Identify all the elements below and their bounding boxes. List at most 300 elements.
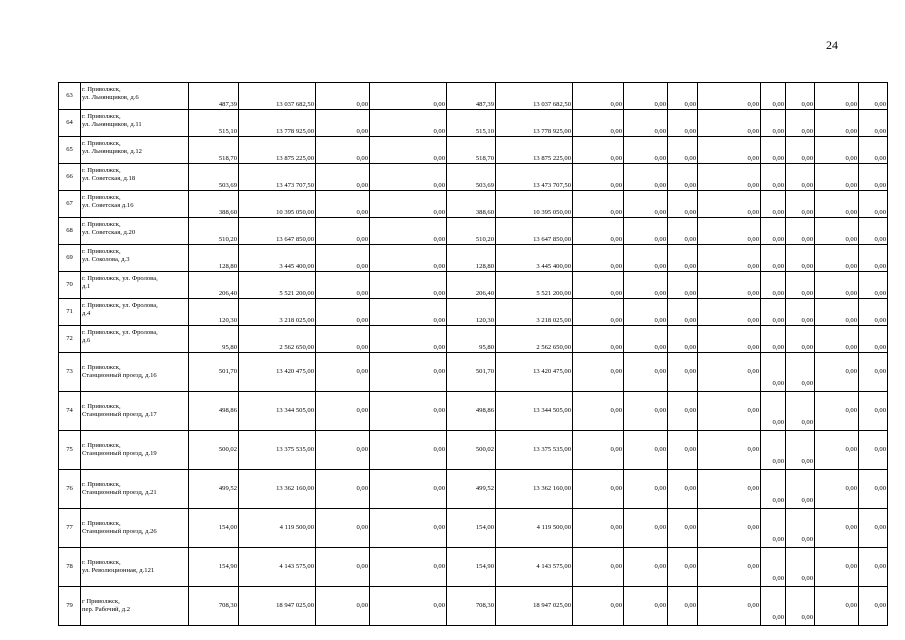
value-cell: 0,00: [859, 353, 888, 392]
value-cell: 0,00: [573, 509, 624, 548]
value-cell: 0,00: [316, 110, 370, 137]
value-cell: 388,60: [447, 191, 496, 218]
value-cell: 13 875 225,00: [239, 137, 316, 164]
value-cell: 0,00: [316, 191, 370, 218]
value-cell: 0,00: [370, 83, 447, 110]
value-cell: 0,00: [761, 218, 786, 245]
row-number: 79: [59, 587, 81, 626]
value-cell: 0,00: [815, 353, 859, 392]
table-row: [59, 191, 888, 218]
address-line: пер. Рабочий, д.2: [82, 606, 131, 613]
value-cell: 0,00: [624, 191, 668, 218]
value-cell: 0,00: [859, 137, 888, 164]
value-cell: 18 947 025,00: [496, 587, 573, 626]
value-cell: 0,00: [761, 326, 786, 353]
value-cell: 500,02: [189, 431, 239, 470]
table-row: [59, 110, 888, 137]
value-cell: 13 375 535,00: [496, 431, 573, 470]
value-cell: 0,00: [815, 431, 859, 470]
value-cell: 0,00: [786, 218, 815, 245]
row-number: 70: [59, 272, 81, 299]
value-cell: 0,00: [815, 191, 859, 218]
value-cell: 0,00: [316, 164, 370, 191]
row-number: 74: [59, 392, 81, 431]
value-cell: 0,00: [761, 191, 786, 218]
value-cell: 499,52: [189, 470, 239, 509]
value-cell: 0,00: [316, 431, 370, 470]
value-cell: 0,00: [859, 164, 888, 191]
value-cell: 0,00: [786, 548, 815, 587]
value-cell: 0,00: [698, 83, 761, 110]
value-cell: 4 119 500,00: [496, 509, 573, 548]
value-cell: 0,00: [624, 431, 668, 470]
address-cell: [81, 353, 189, 392]
address-line: г. Приволжск,: [82, 194, 121, 201]
value-cell: 0,00: [573, 431, 624, 470]
row-number: 68: [59, 218, 81, 245]
row-number: 63: [59, 83, 81, 110]
value-cell: 10 395 050,00: [239, 191, 316, 218]
value-cell: 0,00: [624, 587, 668, 626]
value-cell: 0,00: [573, 191, 624, 218]
value-cell: 13 362 160,00: [239, 470, 316, 509]
address-line: ул. Льнянщиков, д.6: [82, 94, 139, 101]
value-cell: 0,00: [859, 83, 888, 110]
value-cell: 3 218 025,00: [496, 299, 573, 326]
value-cell: 206,40: [447, 272, 496, 299]
table-row: [59, 431, 888, 470]
row-number: 65: [59, 137, 81, 164]
table-row: [59, 353, 888, 392]
table-row: [59, 245, 888, 272]
value-cell: 0,00: [573, 164, 624, 191]
value-cell: 0,00: [761, 509, 786, 548]
address-line: ул. Советская, д.18: [82, 175, 136, 182]
value-cell: 0,00: [668, 164, 698, 191]
value-cell: 0,00: [624, 470, 668, 509]
value-cell: 95,80: [447, 326, 496, 353]
address-cell: [81, 587, 189, 626]
value-cell: 0,00: [815, 326, 859, 353]
value-cell: 0,00: [786, 83, 815, 110]
address-line: г. Приволжск, ул. Фролова,: [82, 329, 158, 336]
value-cell: 0,00: [370, 392, 447, 431]
value-cell: 0,00: [316, 509, 370, 548]
value-cell: 0,00: [316, 392, 370, 431]
address-line: г. Приволжск,: [82, 167, 121, 174]
value-cell: 120,30: [447, 299, 496, 326]
value-cell: 0,00: [668, 431, 698, 470]
value-cell: 0,00: [859, 191, 888, 218]
value-cell: 13 778 925,00: [496, 110, 573, 137]
table-row: [59, 218, 888, 245]
value-cell: 0,00: [761, 164, 786, 191]
value-cell: 13 037 682,50: [496, 83, 573, 110]
value-cell: 0,00: [698, 299, 761, 326]
value-cell: 13 647 850,00: [496, 218, 573, 245]
value-cell: 501,70: [447, 353, 496, 392]
address-line: ул. Советская д.16: [82, 202, 134, 209]
value-cell: 0,00: [761, 299, 786, 326]
address-line: г. Приволжск,: [82, 481, 121, 488]
address-cell: [81, 218, 189, 245]
value-cell: 0,00: [668, 392, 698, 431]
address-cell: [81, 509, 189, 548]
value-cell: 0,00: [761, 431, 786, 470]
value-cell: 503,69: [447, 164, 496, 191]
address-cell: [81, 245, 189, 272]
value-cell: 0,00: [815, 137, 859, 164]
value-cell: 0,00: [786, 299, 815, 326]
value-cell: 0,00: [370, 299, 447, 326]
value-cell: 0,00: [624, 509, 668, 548]
value-cell: 0,00: [316, 548, 370, 587]
value-cell: 0,00: [698, 137, 761, 164]
address-cell: [81, 137, 189, 164]
address-line: г Приволжск,: [82, 598, 120, 605]
value-cell: 3 445 400,00: [239, 245, 316, 272]
table-row: [59, 137, 888, 164]
value-cell: 13 420 475,00: [239, 353, 316, 392]
address-line: г. Приволжск,: [82, 364, 121, 371]
value-cell: 0,00: [668, 326, 698, 353]
address-line: Станционный проезд, д.21: [82, 489, 157, 496]
value-cell: 0,00: [316, 272, 370, 299]
value-cell: 501,70: [189, 353, 239, 392]
value-cell: 0,00: [815, 245, 859, 272]
row-number: 77: [59, 509, 81, 548]
value-cell: 18 947 025,00: [239, 587, 316, 626]
address-line: д.6: [82, 337, 91, 344]
value-cell: 0,00: [815, 110, 859, 137]
value-cell: 0,00: [761, 83, 786, 110]
value-cell: 128,80: [189, 245, 239, 272]
value-cell: 0,00: [668, 245, 698, 272]
address-line: ул. Советская, д.20: [82, 229, 136, 236]
value-cell: 0,00: [316, 470, 370, 509]
value-cell: 0,00: [668, 587, 698, 626]
value-cell: 0,00: [668, 470, 698, 509]
value-cell: 0,00: [624, 83, 668, 110]
value-cell: 13 473 707,50: [496, 164, 573, 191]
value-cell: 0,00: [761, 353, 786, 392]
value-cell: 128,80: [447, 245, 496, 272]
value-cell: 0,00: [859, 326, 888, 353]
address-line: г. Приволжск,: [82, 113, 121, 120]
value-cell: 0,00: [859, 548, 888, 587]
value-cell: 0,00: [573, 587, 624, 626]
value-cell: 0,00: [668, 299, 698, 326]
value-cell: 0,00: [573, 326, 624, 353]
value-cell: 0,00: [761, 137, 786, 164]
value-cell: 0,00: [370, 353, 447, 392]
value-cell: 0,00: [316, 83, 370, 110]
value-cell: 0,00: [786, 431, 815, 470]
value-cell: 0,00: [668, 191, 698, 218]
value-cell: 0,00: [786, 509, 815, 548]
value-cell: 154,90: [447, 548, 496, 587]
value-cell: 0,00: [761, 272, 786, 299]
value-cell: 0,00: [815, 218, 859, 245]
value-cell: 13 362 160,00: [496, 470, 573, 509]
value-cell: 0,00: [370, 245, 447, 272]
value-cell: 0,00: [573, 245, 624, 272]
value-cell: 0,00: [698, 272, 761, 299]
address-cell: [81, 83, 189, 110]
value-cell: 0,00: [698, 110, 761, 137]
value-cell: 0,00: [698, 548, 761, 587]
value-cell: 0,00: [761, 587, 786, 626]
value-cell: 13 875 225,00: [496, 137, 573, 164]
value-cell: 499,52: [447, 470, 496, 509]
value-cell: 0,00: [624, 137, 668, 164]
value-cell: 0,00: [786, 272, 815, 299]
value-cell: 0,00: [370, 431, 447, 470]
address-line: Станционный проезд, д.26: [82, 528, 157, 535]
value-cell: 0,00: [624, 245, 668, 272]
value-cell: 0,00: [624, 110, 668, 137]
value-cell: 0,00: [859, 392, 888, 431]
housing-table: [58, 82, 888, 626]
value-cell: 0,00: [573, 548, 624, 587]
value-cell: 0,00: [370, 272, 447, 299]
value-cell: 5 521 200,00: [496, 272, 573, 299]
address-cell: [81, 191, 189, 218]
value-cell: 0,00: [698, 431, 761, 470]
row-number: 78: [59, 548, 81, 587]
value-cell: 0,00: [370, 191, 447, 218]
value-cell: 0,00: [698, 326, 761, 353]
value-cell: 13 473 707,50: [239, 164, 316, 191]
value-cell: 0,00: [698, 191, 761, 218]
value-cell: 0,00: [698, 509, 761, 548]
row-number: 64: [59, 110, 81, 137]
value-cell: 0,00: [859, 587, 888, 626]
row-number: 66: [59, 164, 81, 191]
value-cell: 0,00: [698, 392, 761, 431]
address-cell: [81, 470, 189, 509]
value-cell: 0,00: [815, 587, 859, 626]
value-cell: 518,70: [189, 137, 239, 164]
value-cell: 0,00: [786, 110, 815, 137]
table-row: [59, 299, 888, 326]
value-cell: 0,00: [573, 470, 624, 509]
table-row: [59, 272, 888, 299]
address-line: Станционный проезд, д.17: [82, 411, 157, 418]
value-cell: 0,00: [761, 110, 786, 137]
address-line: г. Приволжск, ул. Фролова,: [82, 302, 158, 309]
value-cell: 10 395 050,00: [496, 191, 573, 218]
value-cell: 0,00: [786, 470, 815, 509]
value-cell: 0,00: [698, 587, 761, 626]
value-cell: 0,00: [370, 164, 447, 191]
table-row: [59, 509, 888, 548]
value-cell: 0,00: [316, 245, 370, 272]
address-line: Станционный проезд, д.19: [82, 450, 157, 457]
address-line: г. Приволжск,: [82, 520, 121, 527]
value-cell: 2 562 650,00: [496, 326, 573, 353]
value-cell: 0,00: [786, 392, 815, 431]
value-cell: 0,00: [859, 218, 888, 245]
value-cell: 515,10: [189, 110, 239, 137]
value-cell: 0,00: [815, 164, 859, 191]
row-number: 69: [59, 245, 81, 272]
table-row: [59, 326, 888, 353]
row-number: 71: [59, 299, 81, 326]
value-cell: 0,00: [786, 353, 815, 392]
value-cell: 0,00: [370, 548, 447, 587]
value-cell: 0,00: [573, 353, 624, 392]
value-cell: 0,00: [668, 353, 698, 392]
address-cell: [81, 272, 189, 299]
value-cell: 0,00: [624, 218, 668, 245]
value-cell: 0,00: [761, 548, 786, 587]
row-number: 76: [59, 470, 81, 509]
value-cell: 0,00: [786, 245, 815, 272]
value-cell: 0,00: [761, 245, 786, 272]
value-cell: 0,00: [624, 548, 668, 587]
value-cell: 0,00: [815, 392, 859, 431]
value-cell: 0,00: [370, 110, 447, 137]
value-cell: 708,30: [189, 587, 239, 626]
value-cell: 487,39: [189, 83, 239, 110]
value-cell: 0,00: [370, 509, 447, 548]
value-cell: 0,00: [859, 110, 888, 137]
value-cell: 0,00: [573, 137, 624, 164]
address-line: г. Приволжск,: [82, 140, 121, 147]
value-cell: 510,20: [189, 218, 239, 245]
value-cell: 503,69: [189, 164, 239, 191]
value-cell: 0,00: [624, 299, 668, 326]
value-cell: 154,00: [189, 509, 239, 548]
value-cell: 154,90: [189, 548, 239, 587]
table-row: [59, 548, 888, 587]
value-cell: 4 119 500,00: [239, 509, 316, 548]
address-cell: [81, 164, 189, 191]
value-cell: 0,00: [624, 353, 668, 392]
value-cell: 388,60: [189, 191, 239, 218]
address-cell: [81, 431, 189, 470]
value-cell: 498,86: [189, 392, 239, 431]
value-cell: 0,00: [698, 164, 761, 191]
value-cell: 0,00: [815, 548, 859, 587]
value-cell: 518,70: [447, 137, 496, 164]
value-cell: 0,00: [573, 392, 624, 431]
value-cell: 0,00: [316, 137, 370, 164]
address-line: г. Приволжск,: [82, 442, 121, 449]
value-cell: 4 143 575,00: [239, 548, 316, 587]
value-cell: 0,00: [316, 353, 370, 392]
value-cell: 0,00: [668, 272, 698, 299]
row-number: 72: [59, 326, 81, 353]
address-line: г. Приволжск, ул. Фролова,: [82, 275, 158, 282]
value-cell: 0,00: [624, 326, 668, 353]
address-line: г. Приволжск,: [82, 221, 121, 228]
row-number: 75: [59, 431, 81, 470]
value-cell: 0,00: [370, 218, 447, 245]
value-cell: 0,00: [668, 548, 698, 587]
address-line: Станционный проезд, д.16: [82, 372, 157, 379]
table-row: [59, 164, 888, 191]
value-cell: 0,00: [624, 272, 668, 299]
value-cell: 13 344 505,00: [239, 392, 316, 431]
address-line: г. Приволжск,: [82, 248, 121, 255]
value-cell: 0,00: [786, 164, 815, 191]
value-cell: 5 521 200,00: [239, 272, 316, 299]
value-cell: 0,00: [859, 272, 888, 299]
address-line: д.1: [82, 283, 91, 290]
value-cell: 3 218 025,00: [239, 299, 316, 326]
table-row: [59, 470, 888, 509]
value-cell: 0,00: [859, 245, 888, 272]
value-cell: 206,40: [189, 272, 239, 299]
value-cell: 0,00: [668, 218, 698, 245]
value-cell: 0,00: [698, 353, 761, 392]
address-cell: [81, 299, 189, 326]
value-cell: 13 344 505,00: [496, 392, 573, 431]
value-cell: 0,00: [370, 137, 447, 164]
value-cell: 120,30: [189, 299, 239, 326]
value-cell: 0,00: [698, 470, 761, 509]
value-cell: 0,00: [573, 218, 624, 245]
value-cell: 13 778 925,00: [239, 110, 316, 137]
value-cell: 0,00: [370, 326, 447, 353]
address-line: г. Приволжск,: [82, 559, 121, 566]
value-cell: 13 647 850,00: [239, 218, 316, 245]
value-cell: 0,00: [815, 509, 859, 548]
value-cell: 0,00: [316, 218, 370, 245]
address-line: ул. Соколова, д.3: [82, 256, 130, 263]
table-row: [59, 587, 888, 626]
value-cell: 0,00: [668, 110, 698, 137]
value-cell: 0,00: [859, 299, 888, 326]
value-cell: 0,00: [698, 218, 761, 245]
value-cell: 500,02: [447, 431, 496, 470]
address-line: г. Приволжск,: [82, 86, 121, 93]
value-cell: 2 562 650,00: [239, 326, 316, 353]
value-cell: 0,00: [761, 470, 786, 509]
table-row: [59, 392, 888, 431]
address-line: ул. Революционная, д.121: [82, 567, 155, 574]
value-cell: 0,00: [668, 137, 698, 164]
value-cell: 0,00: [859, 431, 888, 470]
address-cell: [81, 548, 189, 587]
value-cell: 0,00: [786, 137, 815, 164]
value-cell: 0,00: [316, 299, 370, 326]
value-cell: 0,00: [573, 299, 624, 326]
address-line: ул. Льнянщиков, д.12: [82, 148, 142, 155]
value-cell: 0,00: [815, 272, 859, 299]
value-cell: 0,00: [370, 470, 447, 509]
value-cell: 708,30: [447, 587, 496, 626]
value-cell: 0,00: [761, 392, 786, 431]
value-cell: 0,00: [815, 83, 859, 110]
value-cell: 0,00: [668, 509, 698, 548]
row-number: 73: [59, 353, 81, 392]
address-cell: [81, 326, 189, 353]
value-cell: 0,00: [624, 392, 668, 431]
address-cell: [81, 110, 189, 137]
value-cell: 0,00: [786, 191, 815, 218]
value-cell: 515,10: [447, 110, 496, 137]
value-cell: 154,00: [447, 509, 496, 548]
value-cell: 0,00: [859, 470, 888, 509]
table-row: [59, 83, 888, 110]
value-cell: 0,00: [624, 164, 668, 191]
value-cell: 0,00: [786, 326, 815, 353]
value-cell: 487,39: [447, 83, 496, 110]
address-line: г. Приволжск,: [82, 403, 121, 410]
